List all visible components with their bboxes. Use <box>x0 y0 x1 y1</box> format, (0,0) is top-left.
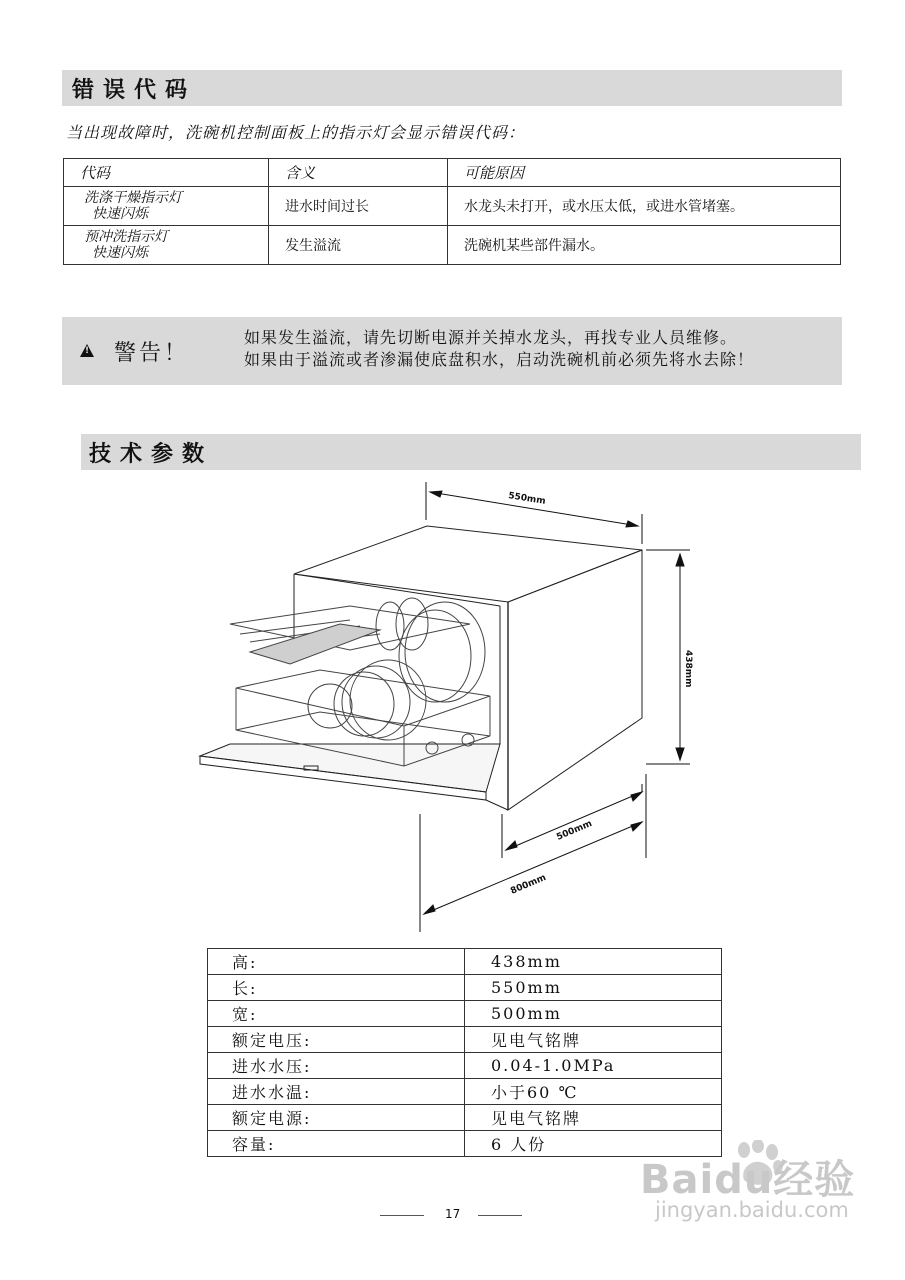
tech-specs-table <box>207 948 722 1157</box>
spec-key: 长: <box>208 975 465 1001</box>
spec-key: 额定电源: <box>208 1105 465 1131</box>
spec-value: 见电气铭牌 <box>465 1105 722 1131</box>
warning-line1: 如果发生溢流，请先切断电源并关掉水龙头，再找专业人员维修。 <box>244 328 738 347</box>
spec-key: 高: <box>208 949 465 975</box>
table-row <box>64 187 841 226</box>
table-row <box>208 1105 722 1131</box>
cause-cell: 洗碗机某些部件漏水。 <box>448 226 841 265</box>
table-row <box>208 1027 722 1053</box>
tech-specs-heading: 技术参数 <box>81 434 861 470</box>
header-code: 代码 <box>64 159 269 187</box>
spec-key: 额定电压: <box>208 1027 465 1053</box>
spec-key: 进水水温: <box>208 1079 465 1105</box>
warning-title: 警告！ <box>114 341 190 366</box>
cause-cell: 水龙头未打开，或水压太低，或进水管堵塞。 <box>448 187 841 226</box>
error-code-cell <box>64 226 269 265</box>
dimension-label-depth: 500mm <box>555 818 594 843</box>
table-header-row <box>64 159 841 187</box>
warning-line2: 如果由于溢流或者渗漏使底盘积水，启动洗碗机前必须先将水去除！ <box>244 350 755 369</box>
spec-value: 550mm <box>465 975 722 1001</box>
page-number: 17 <box>445 1207 461 1221</box>
spec-value: 500mm <box>465 1001 722 1027</box>
spec-value: 438mm <box>465 949 722 975</box>
spec-value: 小于60 ℃ <box>465 1079 722 1105</box>
dimension-label-width: 550mm <box>507 491 547 507</box>
error-codes-heading: 错误代码 <box>62 70 842 106</box>
spec-value: 0.04-1.0MPa <box>465 1053 722 1079</box>
code-line2: 快速闪烁 <box>92 206 148 222</box>
warning-exclamation-mark: ! <box>85 346 90 356</box>
dimension-label-height: 438mm <box>683 650 693 688</box>
dimension-label-depth-open: 800mm <box>509 872 548 897</box>
table-row <box>64 226 841 265</box>
error-code-cell <box>64 187 269 226</box>
dishwasher-dimension-diagram <box>190 474 720 934</box>
spec-key: 宽: <box>208 1001 465 1027</box>
code-line2: 快速闪烁 <box>92 245 148 261</box>
error-codes-intro: 当出现故障时，洗碗机控制面板上的指示灯会显示错误代码： <box>66 123 526 142</box>
spec-value: 见电气铭牌 <box>465 1027 722 1053</box>
meaning-cell: 发生溢流 <box>269 226 448 265</box>
code-line1: 预冲洗指示灯 <box>84 229 168 245</box>
header-cause: 可能原因 <box>448 159 841 187</box>
error-codes-table <box>63 158 841 265</box>
spec-key: 容量: <box>208 1131 465 1157</box>
spec-key: 进水水压: <box>208 1053 465 1079</box>
header-meaning: 含义 <box>269 159 448 187</box>
dish-racks <box>230 598 490 766</box>
table-row <box>208 975 722 1001</box>
table-row <box>208 1053 722 1079</box>
code-line1: 洗涤干燥指示灯 <box>84 190 182 206</box>
table-row <box>208 1001 722 1027</box>
warning-box <box>62 317 842 385</box>
dimension-lines <box>420 482 690 932</box>
watermark-url: jingyan.baidu.com <box>655 1198 849 1222</box>
page-number-rule-left <box>380 1215 424 1216</box>
meaning-cell: 进水时间过长 <box>269 187 448 226</box>
spec-value: 6 人份 <box>465 1131 722 1157</box>
page-number-rule-right <box>478 1215 522 1216</box>
watermark-logo: Baidu经验 <box>640 1157 856 1203</box>
table-row <box>208 1079 722 1105</box>
table-row <box>208 949 722 975</box>
warning-text <box>244 327 754 371</box>
dishwasher-body <box>200 526 642 810</box>
